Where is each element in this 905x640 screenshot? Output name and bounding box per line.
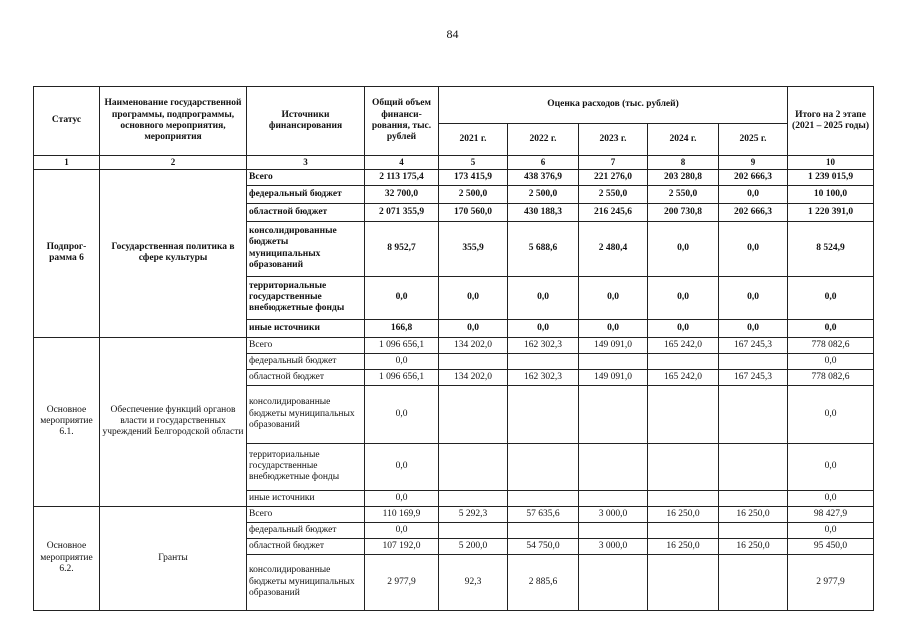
item-name-cell: Обеспечение функций органов власти и государственных учреждений Белгородской области [100, 337, 247, 506]
value-cell: 2 113 175,4 [365, 169, 439, 185]
value-cell: 0,0 [579, 319, 648, 337]
value-cell: 778 082,6 [788, 369, 874, 385]
value-cell: 0,0 [365, 276, 439, 319]
value-cell: 5 688,6 [508, 221, 579, 276]
source-cell: Всего [247, 337, 365, 353]
value-cell [648, 554, 719, 610]
source-cell: территориальные государственные внебюджетные фонды [247, 276, 365, 319]
value-cell: 16 250,0 [719, 538, 788, 554]
value-cell: 430 188,3 [508, 203, 579, 221]
table-row [34, 506, 874, 522]
value-cell: 0,0 [365, 353, 439, 369]
value-cell: 5 200,0 [439, 538, 508, 554]
value-cell [719, 443, 788, 490]
value-cell: 0,0 [788, 319, 874, 337]
value-cell: 16 250,0 [648, 538, 719, 554]
value-cell: 0,0 [648, 221, 719, 276]
value-cell [439, 522, 508, 538]
status-cell: Основное мероприятие 6.2. [34, 506, 100, 610]
value-cell: 0,0 [579, 276, 648, 319]
value-cell: 2 480,4 [579, 221, 648, 276]
value-cell: 438 376,9 [508, 169, 579, 185]
column-number: 5 [439, 156, 508, 170]
value-cell: 54 750,0 [508, 538, 579, 554]
value-cell [579, 353, 648, 369]
column-numbers-row [34, 156, 874, 170]
source-cell: консолидированные бюджеты муниципальных образований [247, 385, 365, 443]
value-cell: 167 245,3 [719, 369, 788, 385]
source-cell: иные источники [247, 319, 365, 337]
value-cell: 355,9 [439, 221, 508, 276]
value-cell: 10 100,0 [788, 185, 874, 203]
value-cell: 16 250,0 [648, 506, 719, 522]
value-cell: 162 302,3 [508, 337, 579, 353]
value-cell: 0,0 [365, 443, 439, 490]
column-number: 10 [788, 156, 874, 170]
value-cell: 162 302,3 [508, 369, 579, 385]
value-cell: 0,0 [788, 522, 874, 538]
value-cell [508, 353, 579, 369]
item-name-cell: Государственная политика в сфере культуры [100, 169, 247, 337]
value-cell: 32 700,0 [365, 185, 439, 203]
header-year: 2025 г. [719, 124, 788, 156]
status-cell: Подпрог-рамма 6 [34, 169, 100, 337]
value-cell: 92,3 [439, 554, 508, 610]
value-cell: 5 292,3 [439, 506, 508, 522]
value-cell: 8 524,9 [788, 221, 874, 276]
value-cell: 1 096 656,1 [365, 369, 439, 385]
value-cell [439, 353, 508, 369]
value-cell: 0,0 [439, 319, 508, 337]
value-cell: 0,0 [439, 276, 508, 319]
value-cell [719, 522, 788, 538]
table-row [34, 337, 874, 353]
source-cell: консолидированные бюджеты муниципальных образований [247, 221, 365, 276]
value-cell: 202 666,3 [719, 169, 788, 185]
value-cell: 203 280,8 [648, 169, 719, 185]
value-cell: 166,8 [365, 319, 439, 337]
value-cell: 0,0 [788, 276, 874, 319]
value-cell [508, 490, 579, 506]
header-row [34, 87, 874, 124]
value-cell: 221 276,0 [579, 169, 648, 185]
value-cell: 216 245,6 [579, 203, 648, 221]
value-cell [648, 443, 719, 490]
value-cell: 2 550,0 [579, 185, 648, 203]
value-cell [439, 443, 508, 490]
value-cell [579, 443, 648, 490]
column-number: 4 [365, 156, 439, 170]
value-cell [579, 385, 648, 443]
header-year: 2023 г. [579, 124, 648, 156]
header-year: 2024 г. [648, 124, 719, 156]
source-cell: Всего [247, 506, 365, 522]
value-cell: 0,0 [788, 443, 874, 490]
source-cell: иные источники [247, 490, 365, 506]
value-cell: 2 071 355,9 [365, 203, 439, 221]
value-cell: 0,0 [719, 185, 788, 203]
header-name: Наименование государственной программы, подпрограммы, основного мероприятия, мероприятия [100, 87, 247, 156]
value-cell [719, 385, 788, 443]
value-cell: 3 000,0 [579, 506, 648, 522]
value-cell: 778 082,6 [788, 337, 874, 353]
value-cell [579, 522, 648, 538]
value-cell: 0,0 [648, 276, 719, 319]
header-stage-total: Итого на 2 этапе (2021 – 2025 годы) [788, 87, 874, 156]
value-cell: 165 242,0 [648, 369, 719, 385]
value-cell: 110 169,9 [365, 506, 439, 522]
value-cell [508, 522, 579, 538]
value-cell: 0,0 [365, 522, 439, 538]
column-number: 3 [247, 156, 365, 170]
value-cell: 0,0 [719, 221, 788, 276]
column-number: 7 [579, 156, 648, 170]
column-number: 2 [100, 156, 247, 170]
header-year: 2021 г. [439, 124, 508, 156]
source-cell: Всего [247, 169, 365, 185]
value-cell [719, 353, 788, 369]
value-cell: 0,0 [719, 319, 788, 337]
source-cell: областной бюджет [247, 203, 365, 221]
value-cell [648, 353, 719, 369]
value-cell: 0,0 [648, 319, 719, 337]
value-cell [648, 522, 719, 538]
value-cell: 173 415,9 [439, 169, 508, 185]
budget-table [33, 86, 874, 611]
value-cell: 2 977,9 [788, 554, 874, 610]
value-cell [648, 385, 719, 443]
value-cell: 0,0 [788, 353, 874, 369]
column-number: 9 [719, 156, 788, 170]
value-cell: 57 635,6 [508, 506, 579, 522]
value-cell [439, 490, 508, 506]
status-cell: Основное мероприятие 6.1. [34, 337, 100, 506]
value-cell [439, 385, 508, 443]
value-cell: 0,0 [788, 490, 874, 506]
value-cell: 2 500,0 [439, 185, 508, 203]
column-number: 8 [648, 156, 719, 170]
value-cell [719, 554, 788, 610]
value-cell: 2 500,0 [508, 185, 579, 203]
source-cell: областной бюджет [247, 538, 365, 554]
source-cell: консолидированные бюджеты муниципальных образований [247, 554, 365, 610]
value-cell: 0,0 [719, 276, 788, 319]
value-cell: 8 952,7 [365, 221, 439, 276]
value-cell: 1 239 015,9 [788, 169, 874, 185]
value-cell [579, 490, 648, 506]
value-cell: 95 450,0 [788, 538, 874, 554]
source-cell: федеральный бюджет [247, 353, 365, 369]
value-cell: 16 250,0 [719, 506, 788, 522]
header-year: 2022 г. [508, 124, 579, 156]
value-cell: 0,0 [508, 276, 579, 319]
value-cell: 134 202,0 [439, 337, 508, 353]
column-number: 6 [508, 156, 579, 170]
table-row [34, 169, 874, 185]
value-cell: 0,0 [365, 385, 439, 443]
value-cell: 165 242,0 [648, 337, 719, 353]
value-cell: 3 000,0 [579, 538, 648, 554]
value-cell: 149 091,0 [579, 337, 648, 353]
table-body [34, 169, 874, 610]
value-cell [508, 443, 579, 490]
value-cell: 2 550,0 [648, 185, 719, 203]
value-cell: 2 885,6 [508, 554, 579, 610]
value-cell: 167 245,3 [719, 337, 788, 353]
value-cell [508, 385, 579, 443]
value-cell [579, 554, 648, 610]
value-cell: 200 730,8 [648, 203, 719, 221]
page-number: 84 [446, 27, 459, 41]
source-cell: территориальные государственные внебюджетные фонды [247, 443, 365, 490]
source-cell: областной бюджет [247, 369, 365, 385]
source-cell: федеральный бюджет [247, 522, 365, 538]
value-cell: 1 096 656,1 [365, 337, 439, 353]
value-cell [648, 490, 719, 506]
value-cell: 1 220 391,0 [788, 203, 874, 221]
value-cell: 0,0 [788, 385, 874, 443]
header-estimate: Оценка расходов (тыс. рублей) [439, 87, 788, 124]
header-sources: Источники финансирования [247, 87, 365, 156]
value-cell: 2 977,9 [365, 554, 439, 610]
column-number: 1 [34, 156, 100, 170]
value-cell: 202 666,3 [719, 203, 788, 221]
header-status: Статус [34, 87, 100, 156]
value-cell: 134 202,0 [439, 369, 508, 385]
value-cell [719, 490, 788, 506]
value-cell: 149 091,0 [579, 369, 648, 385]
value-cell: 170 560,0 [439, 203, 508, 221]
value-cell: 107 192,0 [365, 538, 439, 554]
value-cell: 0,0 [365, 490, 439, 506]
header-total-volume: Общий объем финанси-рования, тыс. рублей [365, 87, 439, 156]
item-name-cell: Гранты [100, 506, 247, 610]
value-cell: 98 427,9 [788, 506, 874, 522]
source-cell: федеральный бюджет [247, 185, 365, 203]
value-cell: 0,0 [508, 319, 579, 337]
